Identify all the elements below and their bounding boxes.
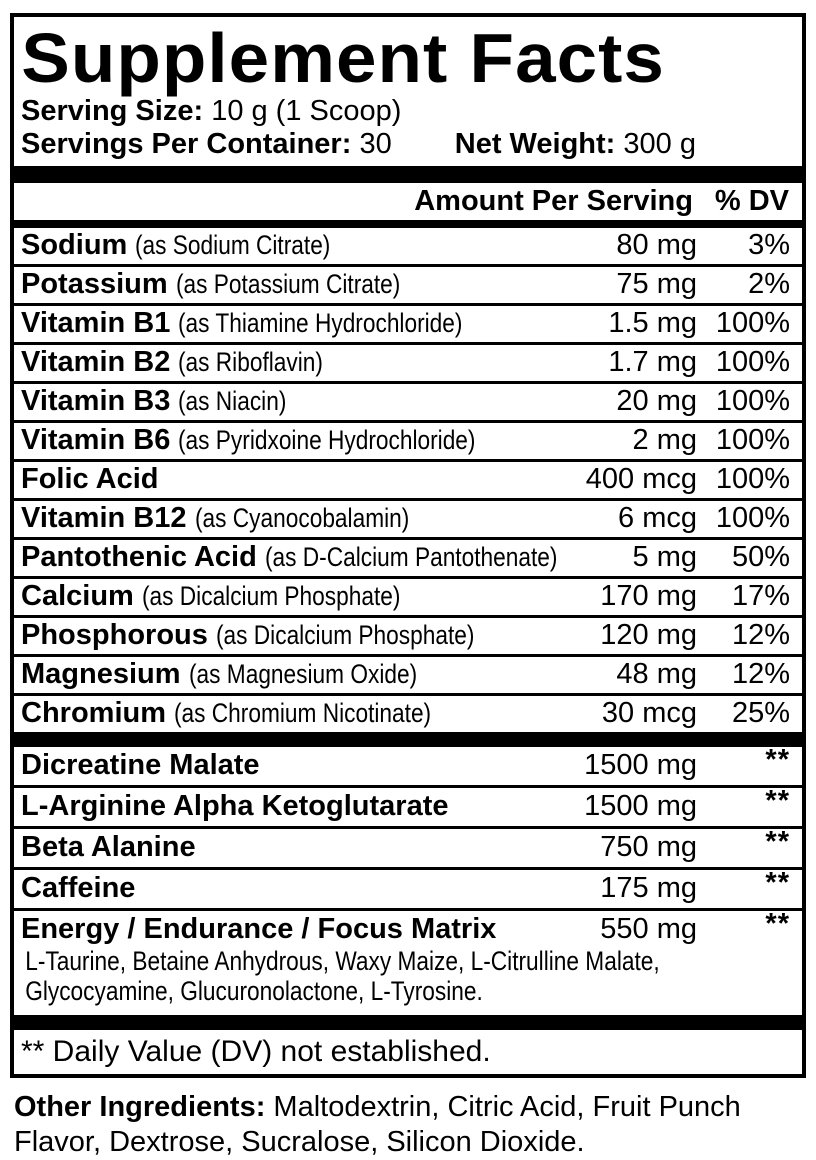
matrix-sub-line: Glycocyamine, Glucuronolactone, L-Tyrosine. — [25, 976, 483, 1006]
table-row — [14, 459, 802, 498]
ingredient-dv: ** — [765, 785, 790, 817]
nutrient-amount: 120 mg — [600, 619, 697, 651]
nutrient-name: Vitamin B1 — [21, 307, 171, 339]
nutrient-amount: 20 mg — [616, 385, 697, 417]
nutrient-descriptor: (as Pyridxoine Hydrochloride) — [178, 425, 476, 455]
table-row — [14, 420, 802, 459]
nutrient-name: Folic Acid — [21, 463, 159, 495]
serving-size-value: 10 g (1 Scoop) — [211, 95, 402, 127]
nutrient-name: Vitamin B3 — [21, 385, 171, 417]
table-row — [14, 615, 802, 654]
other-ingredients-label: Other Ingredients: — [14, 1091, 266, 1123]
ingredient-amount: 550 mg — [600, 913, 697, 945]
ingredient-name: Energy / Endurance / Focus Matrix — [21, 913, 497, 945]
nutrient-name: Phosphorous — [21, 619, 208, 651]
nutrient-name: Calcium — [21, 580, 134, 612]
nutrient-descriptor: (as Thiamine Hydrochloride) — [178, 308, 463, 338]
serving-size-label: Serving Size: — [21, 95, 204, 127]
table-row — [14, 785, 802, 826]
nutrient-amount: 80 mg — [616, 229, 697, 261]
nutrient-descriptor: (as Magnesium Oxide) — [188, 659, 417, 689]
ingredient-dv: ** — [765, 908, 790, 940]
ingredient-dv: ** — [765, 826, 790, 858]
table-row — [14, 342, 802, 381]
nutrient-amount: 1.7 mg — [608, 346, 697, 378]
nutrient-amount: 400 mcg — [585, 463, 697, 495]
nutrient-amount: 1.5 mg — [608, 307, 697, 339]
nutrient-dv: 2% — [748, 268, 790, 300]
ingredient-amount: 1500 mg — [584, 790, 697, 822]
nutrient-name: Magnesium — [21, 658, 181, 690]
ingredient-dv: ** — [765, 744, 790, 776]
nutrient-dv: 100% — [715, 463, 790, 495]
table-row — [14, 908, 802, 1015]
table-row — [14, 381, 802, 420]
serving-size-line — [14, 95, 802, 128]
nutrient-name: Sodium — [21, 229, 128, 261]
nutrient-dv: 25% — [731, 697, 790, 729]
matrix-sub-ingredients — [21, 944, 794, 1010]
nutrient-descriptor: (as Sodium Citrate) — [135, 230, 331, 260]
nutrient-amount: 48 mg — [616, 658, 697, 690]
nutrient-name: Potassium — [21, 268, 168, 300]
nutrient-rows — [14, 228, 802, 732]
divider-bar-top — [14, 166, 802, 183]
other-ingredients — [14, 1090, 776, 1160]
other-ingredients-value: Maltodextrin, Citric Acid, Fruit Punch Flavor, Dextrose, Sucralose, Silicon Dioxide. — [14, 1091, 741, 1158]
column-header-row — [14, 183, 802, 220]
nutrient-descriptor: (as Riboflavin) — [178, 347, 324, 377]
nutrient-descriptor: (as Chromium Nicotinate) — [174, 698, 432, 728]
ingredient-amount: 175 mg — [600, 872, 697, 904]
divider-bar-header — [14, 220, 802, 228]
ingredient-amount: 750 mg — [600, 831, 697, 863]
nutrient-dv: 12% — [731, 658, 790, 690]
table-row — [14, 303, 802, 342]
servings-per-container-value: 30 — [359, 128, 392, 160]
net-weight-label: Net Weight: — [454, 128, 616, 160]
nutrient-dv: 100% — [715, 385, 790, 417]
ingredient-dv: ** — [765, 867, 790, 899]
nutrient-name: Vitamin B12 — [21, 502, 187, 534]
table-row — [14, 537, 802, 576]
net-weight-value: 300 g — [623, 128, 696, 160]
ingredient-name: Beta Alanine — [21, 831, 196, 863]
table-row — [14, 744, 802, 785]
nutrient-amount: 30 mcg — [601, 697, 697, 729]
nutrient-descriptor: (as Potassium Citrate) — [175, 269, 401, 299]
nutrient-dv: 50% — [731, 541, 790, 573]
supplement-facts-panel — [10, 13, 806, 1078]
nutrient-name: Chromium — [21, 697, 166, 729]
nutrient-name: Vitamin B6 — [21, 424, 171, 456]
table-row — [14, 693, 802, 732]
nutrient-dv: 100% — [715, 346, 790, 378]
table-row — [14, 228, 802, 264]
nutrient-descriptor: (as Niacin) — [178, 386, 287, 416]
nutrient-name: Pantothenic Acid — [21, 541, 257, 573]
nutrient-dv: 100% — [715, 424, 790, 456]
nutrient-dv: 100% — [715, 502, 790, 534]
nutrient-descriptor: (as Dicalcium Phosphate) — [141, 581, 401, 611]
nutrient-amount: 170 mg — [600, 580, 697, 612]
nutrient-descriptor: (as D-Calcium Pantothenate) — [264, 542, 558, 572]
nutrient-amount: 2 mg — [632, 424, 697, 456]
ingredient-name: L-Arginine Alpha Ketoglutarate — [21, 790, 449, 822]
divider-bar-footnote — [14, 1015, 802, 1030]
nutrient-amount: 75 mg — [616, 268, 697, 300]
daily-value-footnote: ** Daily Value (DV) not established. — [21, 1035, 491, 1068]
servings-net-weight-line — [14, 128, 802, 161]
percent-dv-header: % DV — [714, 185, 789, 217]
ingredient-name: Caffeine — [21, 872, 136, 904]
table-row — [14, 498, 802, 537]
nutrient-descriptor: (as Dicalcium Phosphate) — [215, 620, 475, 650]
nutrient-amount: 5 mg — [632, 541, 697, 573]
matrix-sub-line: L-Taurine, Betaine Anhydrous, Waxy Maize, L-Citrulline Malate, — [25, 946, 660, 976]
table-row — [14, 826, 802, 867]
panel-title: Supplement Facts — [21, 19, 665, 97]
table-row — [14, 264, 802, 303]
nutrient-name: Vitamin B2 — [21, 346, 171, 378]
nutrient-dv: 17% — [731, 580, 790, 612]
table-row — [14, 867, 802, 908]
ingredient-name: Dicreatine Malate — [21, 749, 260, 781]
ingredient-amount: 1500 mg — [584, 749, 697, 781]
table-row — [14, 576, 802, 615]
servings-per-container-label: Servings Per Container: — [21, 128, 352, 160]
nutrient-dv: 100% — [715, 307, 790, 339]
table-row — [14, 654, 802, 693]
nutrient-dv: 3% — [748, 229, 790, 261]
nutrient-dv: 12% — [731, 619, 790, 651]
divider-bar-blend — [14, 732, 802, 747]
amount-per-serving-header: Amount Per Serving — [414, 185, 693, 217]
blend-rows — [14, 744, 802, 1015]
nutrient-amount: 6 mcg — [618, 502, 697, 534]
nutrient-descriptor: (as Cyanocobalamin) — [194, 503, 409, 533]
